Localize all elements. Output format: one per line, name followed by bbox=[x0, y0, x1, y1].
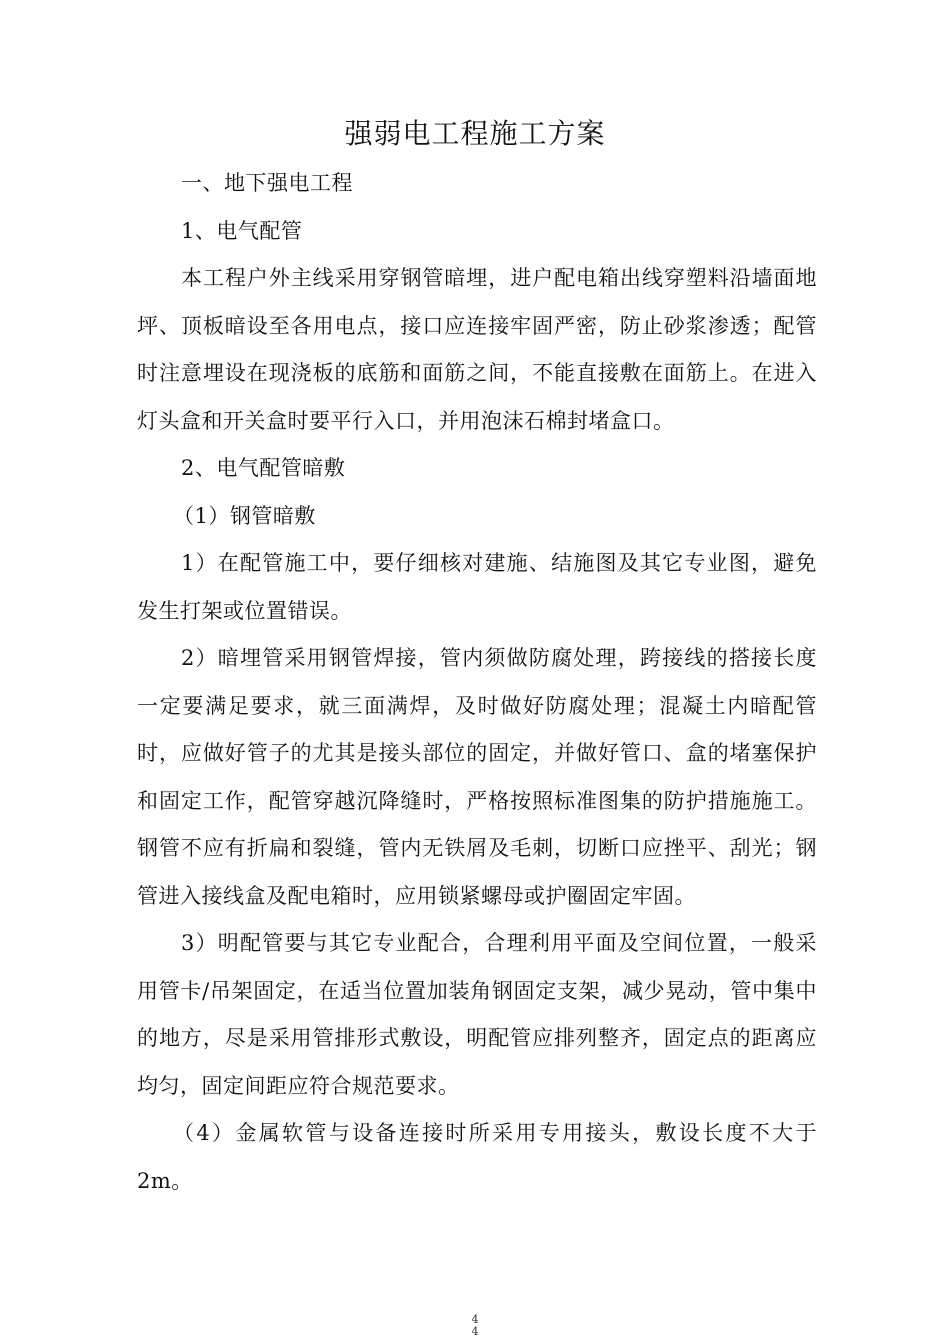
document-title: 强弱电工程施工方案 bbox=[344, 117, 606, 150]
body-paragraph: （4）金属软管与设备连接时所采用专用接头，敷设长度不大于2m。 bbox=[137, 1121, 817, 1193]
section-heading: 一、地下强电工程 bbox=[181, 171, 353, 195]
page-number: 4 bbox=[471, 1325, 479, 1338]
page-footer bbox=[0, 1314, 950, 1338]
body-paragraph: 1）在配管施工中，要仔细核对建施、结施图及其它专业图，避免发生打架或位置错误。 bbox=[137, 551, 817, 623]
subsection-heading: 2、电气配管暗敷 bbox=[181, 456, 346, 480]
page-number: 4 bbox=[471, 1313, 479, 1326]
body-paragraph: 2）暗埋管采用钢管焊接，管内须做防腐处理，跨接线的搭接长度一定要满足要求，就三面满焊，及时做好防腐处理；混凝土内暗配管时，应做好管子的尤其是接头部位的固定，并做好管口、盒的堵塞保护和固定工作，配管穿越沉降缝时，严格按照标准图集的防护措施施工。钢管不应有折扁和裂缝，管内无铁屑及毛刺，切断口应挫平、刮光；钢管进入接线盒及配电箱时，应用锁紧螺母或护圈固定牢固。 bbox=[137, 646, 817, 908]
subsection-heading: 1、电气配管 bbox=[181, 218, 303, 243]
document-body bbox=[137, 160, 817, 1205]
body-paragraph: 3）明配管要与其它专业配合，合理利用平面及空间位置，一般采用管卡/吊架固定，在适当位置加装角钢固定支架，减少晃动，管中集中的地方，尽是采用管排形式敷设，明配管应排列整齐，固定点的距离应均匀，固定间距应符合规范要求。 bbox=[137, 931, 817, 1098]
item-heading: （1）钢管暗敷 bbox=[173, 503, 316, 528]
body-paragraph: 本工程户外主线采用穿钢管暗埋，进户配电箱出线穿塑料沿墙面地坪、顶板暗设至各用电点，接口应连接牢固严密，防止砂浆渗透；配管时注意埋设在现浇板的底筋和面筋之间，不能直接敷在面筋上。在进入灯头盒和开关盒时要平行入口，并用泡沫石棉封堵盒口。 bbox=[137, 266, 817, 433]
